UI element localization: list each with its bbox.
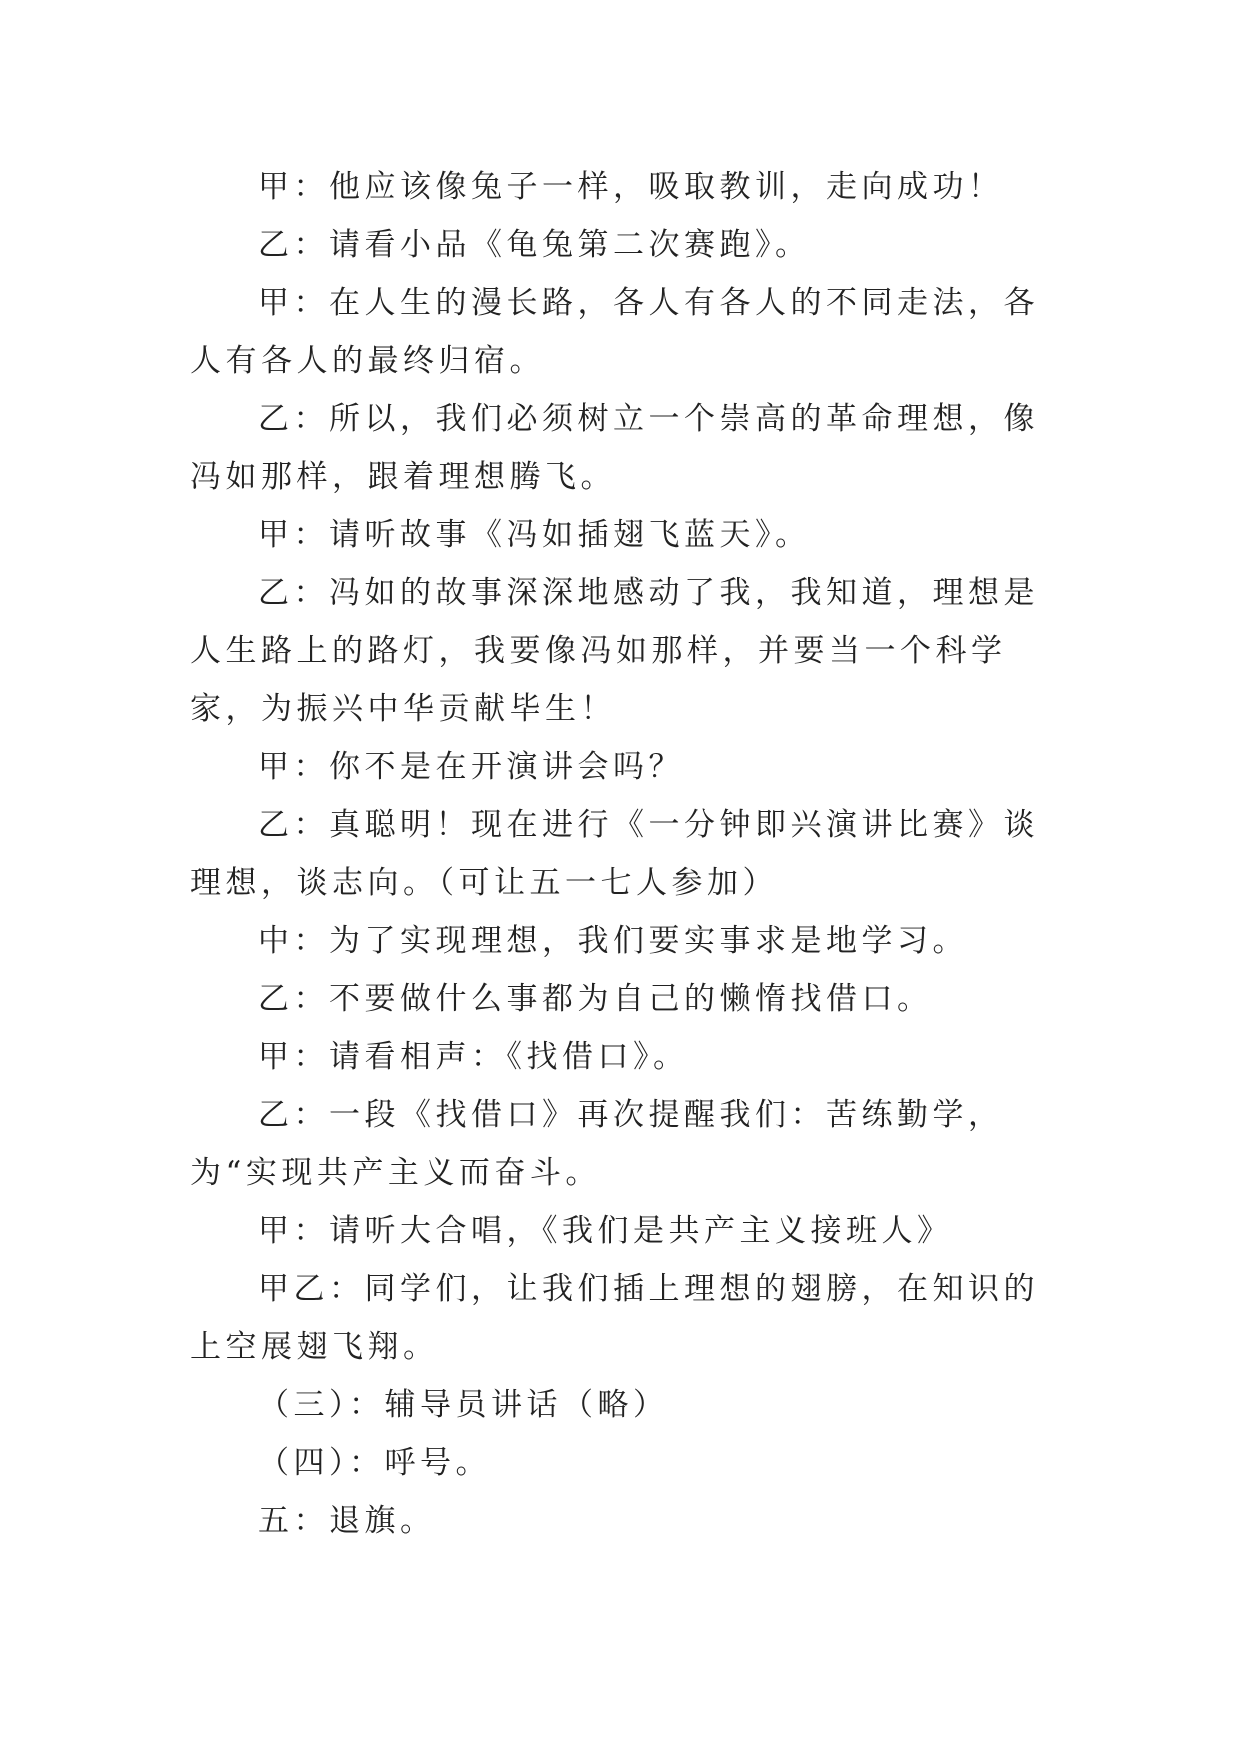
paragraph: 乙：一段《找借口》再次提醒我们：苦练勤学，为“实现共产主义而奋斗。	[190, 1097, 1004, 1191]
paragraph: （四）：呼号。	[258, 1445, 491, 1481]
paragraph: 甲：在人生的漫长路，各人有各人的不同走法，各人有各人的最终归宿。	[190, 285, 1039, 379]
paragraph: 乙：冯如的故事深深地感动了我，我知道，理想是人生路上的路灯，我要像冯如那样，并要当一个科学家，为振兴中华贡献毕生！	[190, 575, 1039, 727]
document-body	[190, 158, 1050, 1550]
paragraph: 乙：真聪明！现在进行《一分钟即兴演讲比赛》谈理想，谈志向。（可让五一七人参加）	[190, 807, 1039, 901]
paragraph: 乙：请看小品《龟兔第二次赛跑》。	[258, 227, 811, 263]
paragraph: 甲：你不是在开演讲会吗？	[258, 749, 684, 785]
paragraph: 中：为了实现理想，我们要实事求是地学习。	[258, 923, 968, 959]
paragraph: 甲：请听故事《冯如插翅飞蓝天》。	[258, 517, 811, 553]
paragraph: 五：退旗。	[258, 1503, 436, 1539]
paragraph: 乙：所以，我们必须树立一个崇高的革命理想，像冯如那样，跟着理想腾飞。	[190, 401, 1039, 495]
paragraph: 甲：他应该像兔子一样，吸取教训，走向成功！	[258, 169, 1004, 205]
paragraph: 甲：请看相声：《找借口》。	[258, 1039, 689, 1075]
paragraph: 乙：不要做什么事都为自己的懒惰找借口。	[258, 981, 933, 1017]
paragraph: 甲：请听大合唱，《我们是共产主义接班人》	[258, 1213, 953, 1249]
paragraph: （三）：辅导员讲话（略）	[258, 1387, 669, 1423]
paragraph: 甲乙：同学们，让我们插上理想的翅膀，在知识的上空展翅飞翔。	[190, 1271, 1039, 1365]
